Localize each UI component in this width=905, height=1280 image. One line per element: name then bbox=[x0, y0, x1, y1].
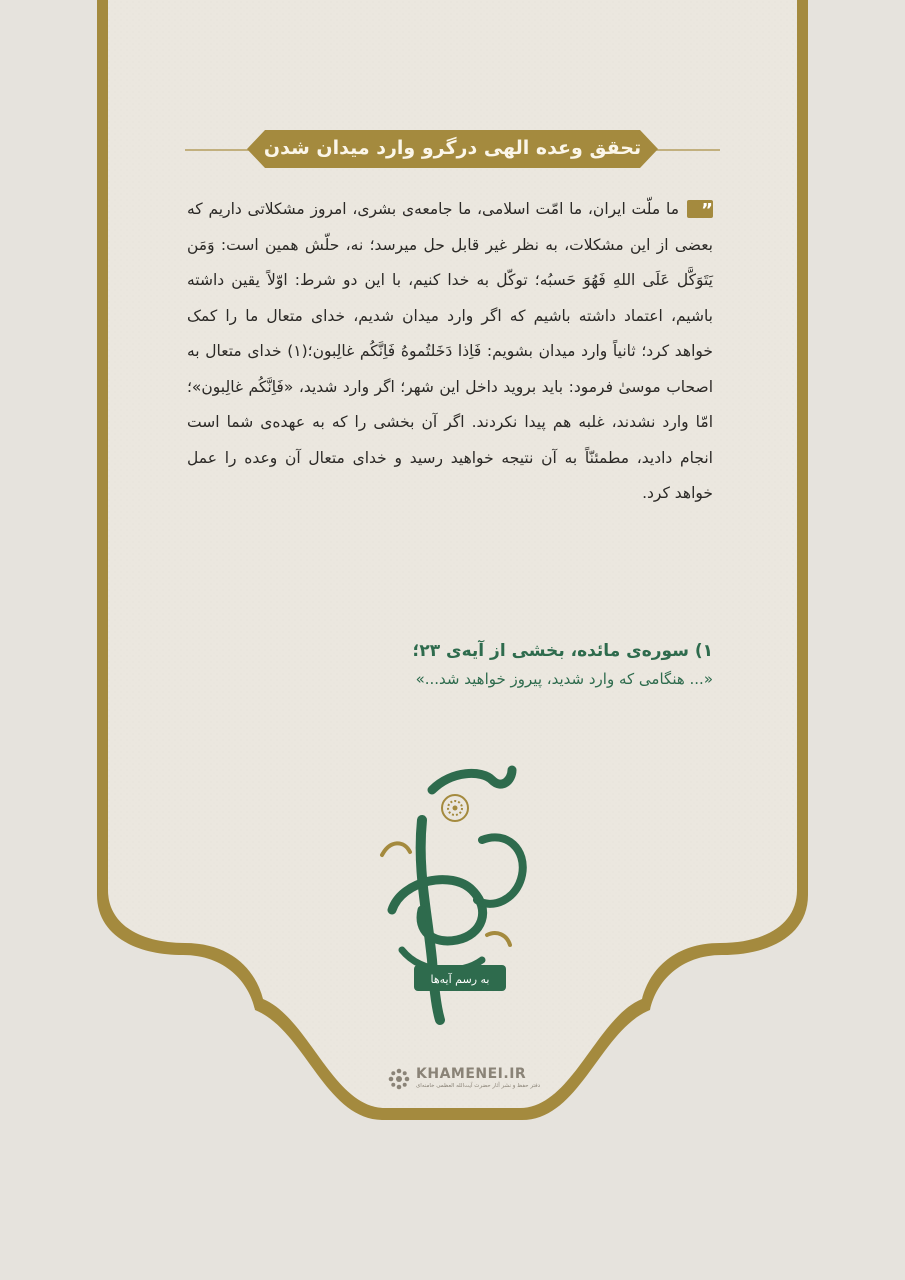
logo-stroke-curve bbox=[392, 880, 483, 941]
page-title: تحقق وعده الهی درگرو وارد میدان شدن bbox=[263, 137, 642, 159]
quote-body bbox=[187, 192, 713, 512]
logo-tagline: به رسم آیه‌ها bbox=[430, 973, 490, 986]
site-name: KHAMENEI.IR bbox=[416, 1066, 527, 1082]
logo-stroke-right bbox=[477, 837, 523, 903]
footnote-title: ۱) سوره‌ی مائده، بخشی از آیه‌ی ۲۳؛ bbox=[412, 641, 713, 661]
footnote-text: «... هنگامی که وارد شدید، پیروز خواهید شد...» bbox=[415, 670, 713, 688]
logo-stroke-top bbox=[432, 770, 512, 790]
quote-text: ما ملّت ایران، ما امّت اسلامی، ما جامعه‌ی بشری، امروز مشکلاتی داریم که بعضی از این مشکلات، به نظر غیر قابل حل میرسد؛ نه، حلّش همین است: وَمَن یَتَوَکَّل عَلَی اللهِ فَهُوَ حَسبُه؛ توکّل به خدا کنیم، با این دو شرط: اوّلاً یقین داشته باشیم، اعتماد داشته باشیم که اگر وارد میدان شدیم، خدای متعال ما را کمک خواهد کرد؛ ثانیاً وارد میدان بشویم: فَاِذا دَخَلتُموهُ فَاِنَّکُم غالِبون؛(۱) خدای متعال به اصحاب موسیٰ فرمود: باید بروید داخل این شهر؛ اگر وارد شدید، «فَاِنَّکُم غالِبون»؛ امّا وارد نشدند، غلبه هم پیدا نکردند. اگر آن بخشی را که به عهده‌ی شما است انجام دادید، مطمئنّاً به آن نتیجه خواهید رسید و خدای متعال آن وعده را عمل خواهد کرد. bbox=[187, 200, 713, 502]
site-credit bbox=[386, 1064, 541, 1094]
footnote bbox=[187, 636, 713, 692]
site-subtitle: دفتر حفظ و نشر آثار حضرت آیت‌الله العظمی خامنه‌ای bbox=[416, 1083, 541, 1089]
khamenei-logo-icon bbox=[386, 1066, 412, 1092]
logo-calligraphy bbox=[362, 760, 542, 1030]
quote-icon: ” bbox=[687, 200, 713, 218]
title-banner-area bbox=[250, 128, 655, 168]
